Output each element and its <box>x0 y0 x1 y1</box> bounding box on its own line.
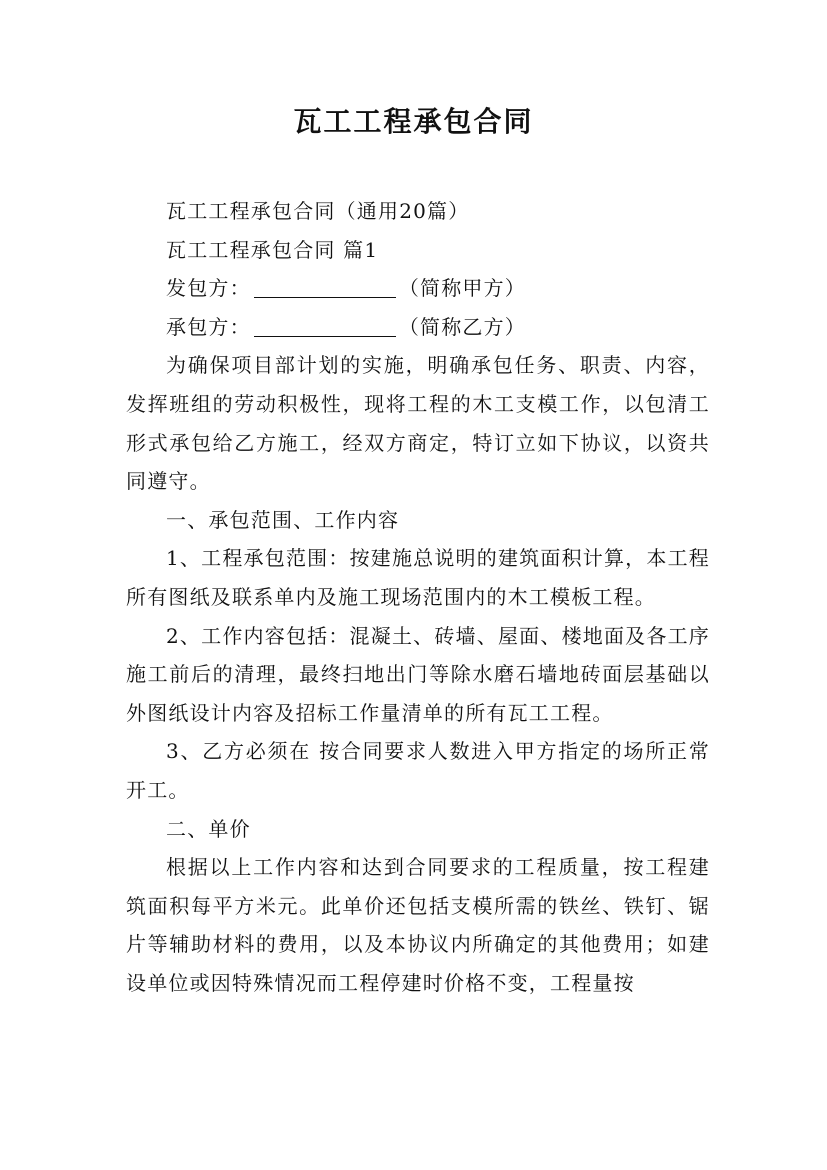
item-1-paragraph: 1、工程承包范围：按建施总说明的建筑面积计算，本工程所有图纸及联系单内及施工现场范围内的木工模板工程。 <box>126 546 710 609</box>
part-heading: 瓦工工程承包合同 篇1 <box>166 237 379 262</box>
section-1-heading: 一、承包范围、工作内容 <box>166 507 400 532</box>
party-b-label: 承包方： <box>166 314 251 339</box>
party-b-line <box>126 308 710 347</box>
document-title: 瓦工工程承包合同 <box>293 105 534 138</box>
item-2-paragraph: 2、工作内容包括：混凝土、砖墙、屋面、楼地面及各工序施工前后的清理，最终扫地出门等除水磨石墙地砖面层基础以外图纸设计内容及招标工作量清单的所有瓦工工程。 <box>126 623 710 725</box>
party-b-note: （简称乙方） <box>398 314 527 339</box>
item-3-paragraph: 3、乙方必须在 按合同要求人数进入甲方指定的场所正常开工。 <box>126 739 710 802</box>
section-2-heading: 二、单价 <box>166 816 251 841</box>
party-b-blank <box>254 316 396 337</box>
document-subtitle: 瓦工工程承包合同（通用20篇） <box>166 199 470 223</box>
intro-paragraph: 为确保项目部计划的实施，明确承包任务、职责、内容，发挥班组的劳动积极性，现将工程的木工支模工作，以包清工形式承包给乙方施工，经双方商定，特订立如下协议，以资共同遵守。 <box>126 353 710 494</box>
price-paragraph: 根据以上工作内容和达到合同要求的工程质量，按工程建筑面积每平方米元。此单价还包括支模所需的铁丝、铁钉、锯片等辅助材料的费用，以及本协议内所确定的其他费用；如建设单位或因特殊情况而工程停建时价格不变，工程量按 <box>126 855 710 995</box>
party-a-line <box>126 269 710 308</box>
party-a-note: （简称甲方） <box>398 276 527 301</box>
party-a-label: 发包方： <box>166 276 251 301</box>
party-a-blank <box>254 277 396 298</box>
document-body <box>126 192 710 1002</box>
